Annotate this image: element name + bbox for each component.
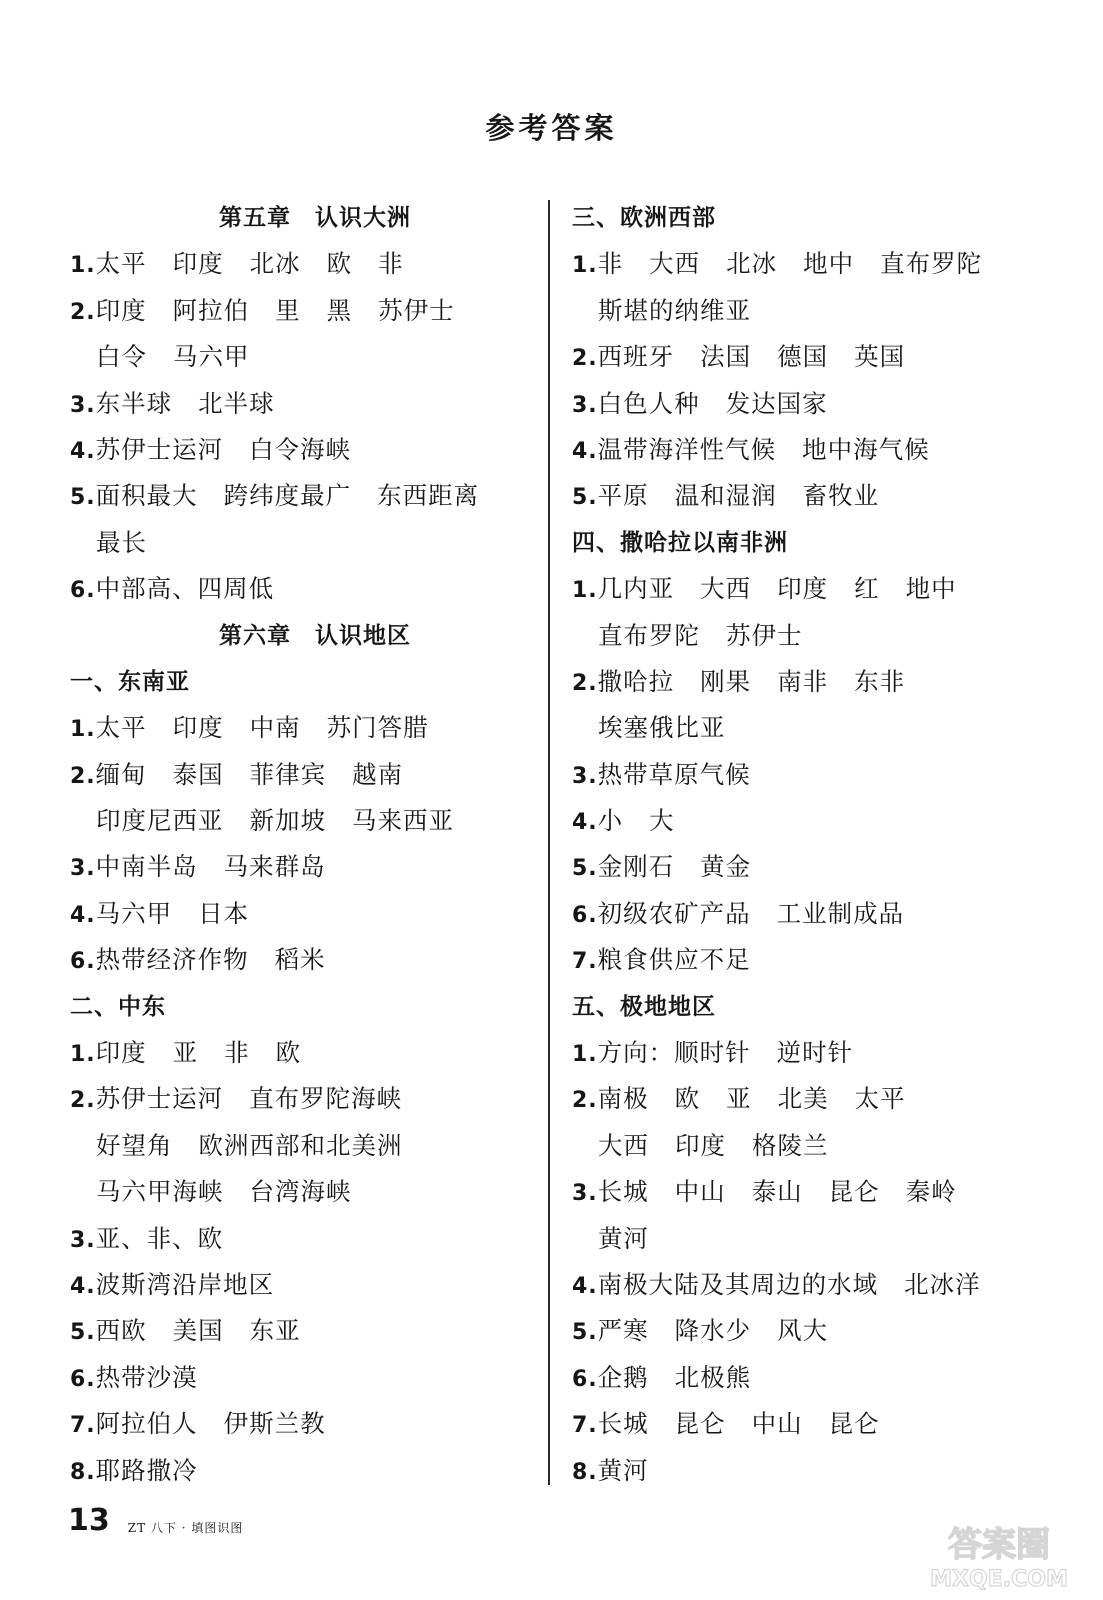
answer-text: 大西 (700, 574, 752, 604)
answer-item (572, 1030, 1042, 1076)
answer-continuation (572, 613, 1042, 659)
question-number: 5. (572, 485, 598, 511)
question-number: 4. (572, 1273, 598, 1299)
answer-item (572, 844, 1042, 890)
answer-continuation (70, 1169, 540, 1215)
answer-item (572, 1076, 1042, 1122)
column-divider (548, 200, 550, 1485)
answer-item (572, 1262, 1042, 1308)
answer-item (572, 473, 1042, 519)
answer-item (572, 798, 1042, 844)
answer-text: 德国 (777, 342, 829, 372)
question-number: 1. (70, 253, 96, 279)
answer-text: 耶路撒冷 (95, 1455, 198, 1485)
question-number: 5. (572, 856, 598, 882)
answer-text: 直布罗陀海峡 (249, 1084, 403, 1114)
answer-text: 台湾海峡 (249, 1177, 352, 1207)
question-number: 8. (70, 1459, 96, 1485)
page-title: 参考答案 (485, 111, 618, 145)
answer-item (70, 1216, 540, 1262)
chapter-heading: 第六章 认识地区 (219, 622, 411, 649)
section-heading: 五、极地地区 (572, 993, 716, 1020)
answer-text: 印度 (675, 1130, 726, 1160)
answer-text: 初级农矿产品 (597, 898, 751, 928)
answer-text: 东非 (854, 666, 906, 696)
answer-item (70, 844, 540, 890)
answer-text: 英国 (854, 342, 906, 372)
answer-text: 大 (649, 806, 675, 836)
answer-item (572, 427, 1042, 473)
answer-text: 温带海洋性气候 (597, 434, 777, 464)
answer-text: 马六甲海峡 (96, 1177, 224, 1207)
answer-item (572, 381, 1042, 427)
answer-text: 南极 (597, 1084, 649, 1114)
question-number: 4. (70, 1273, 96, 1299)
answer-text: 秦岭 (905, 1177, 957, 1207)
page-footer (68, 1500, 243, 1540)
answer-item (572, 752, 1042, 798)
question-number: 2. (572, 346, 598, 372)
answer-text: 埃塞俄比亚 (598, 713, 726, 743)
question-number: 7. (572, 949, 598, 975)
answer-text: 白令海峡 (249, 434, 352, 464)
answer-text: 马六甲 (173, 342, 250, 372)
answer-continuation (572, 288, 1042, 334)
answer-text: 昆仑 (828, 1409, 880, 1439)
watermark-logo-text: 答案圈 (948, 1525, 1050, 1565)
answer-text: 热带经济作物 (95, 945, 249, 975)
section-heading: 二、中东 (70, 993, 166, 1020)
answer-text: 昆仑 (674, 1409, 726, 1439)
answer-text: 阿拉伯人 (95, 1409, 198, 1439)
answer-text: 非 (597, 249, 624, 279)
answer-text: 白色人种 (597, 388, 700, 418)
answer-text: 严寒 (597, 1316, 649, 1346)
question-number: 6. (70, 578, 96, 604)
answer-item (572, 1401, 1042, 1447)
answer-text: 苏门答腊 (326, 713, 429, 743)
answer-text: 美国 (172, 1316, 224, 1346)
answer-item (70, 937, 540, 983)
answer-item (572, 891, 1042, 937)
answer-text: 最长 (96, 527, 147, 557)
question-number: 2. (70, 299, 96, 325)
page-number: 13 (68, 1502, 110, 1538)
answer-item (70, 473, 540, 519)
answer-text: 温和湿润 (674, 481, 777, 511)
answer-text: 北冰 (249, 249, 301, 279)
answer-item (572, 1355, 1042, 1401)
answer-text: 企鹅 (597, 1362, 649, 1392)
answer-text: 东亚 (249, 1316, 301, 1346)
answer-continuation (572, 1216, 1042, 1262)
answer-item (70, 1401, 540, 1447)
answer-text: 黑 (326, 295, 353, 325)
question-number: 1. (70, 717, 96, 743)
answer-text: 黄河 (597, 1455, 649, 1485)
answer-text: 欧 (275, 1038, 302, 1068)
question-number: 1. (572, 578, 598, 604)
answer-item (70, 1448, 540, 1494)
answer-text: 白令 (96, 342, 147, 372)
answer-text: 法国 (700, 342, 752, 372)
answer-continuation (572, 705, 1042, 751)
question-number: 3. (572, 392, 598, 418)
question-number: 1. (70, 1042, 96, 1068)
answer-item (70, 891, 540, 937)
answer-text: 面积最大 (95, 481, 198, 511)
watermark-logo (901, 1516, 1097, 1594)
answer-text: 马来群岛 (223, 852, 326, 882)
answer-item (572, 1169, 1042, 1215)
answer-text: 西班牙 (597, 342, 675, 372)
question-number: 1. (572, 1042, 598, 1068)
answer-continuation (70, 520, 540, 566)
answer-item (70, 1076, 540, 1122)
answer-item (572, 1308, 1042, 1354)
answer-text: 刚果 (700, 666, 752, 696)
question-number: 8. (572, 1459, 598, 1485)
answer-text: 跨纬度最广 (223, 481, 352, 511)
answer-item (572, 566, 1042, 612)
answer-item (572, 241, 1042, 287)
answer-text: 阿拉伯 (172, 295, 250, 325)
answer-text: 中南 (249, 713, 301, 743)
question-number: 3. (572, 1181, 598, 1207)
answer-text: 欧 (326, 249, 353, 279)
answer-continuation (70, 798, 540, 844)
right-column (572, 195, 1042, 1494)
answer-item (70, 1308, 540, 1354)
answer-text: 马六甲 (95, 898, 173, 928)
answer-text: 北半球 (198, 388, 275, 418)
answer-text: 南非 (777, 666, 829, 696)
question-number: 4. (572, 438, 598, 464)
answer-item (572, 1448, 1042, 1494)
answer-text: 好望角 (96, 1130, 173, 1160)
answer-text: 苏伊士 (378, 295, 455, 325)
answer-item (572, 937, 1042, 983)
answer-text: 工业制成品 (776, 898, 905, 928)
section-heading: 一、东南亚 (70, 668, 190, 695)
answer-text: 波斯湾沿岸地区 (95, 1269, 275, 1299)
answer-text: 印度 (95, 295, 147, 325)
answer-text: 昆仑 (828, 1177, 880, 1207)
answer-item (70, 241, 540, 287)
question-number: 2. (70, 763, 96, 789)
answer-text: 平原 (597, 481, 649, 511)
answer-text: 方向：顺时针 (597, 1038, 751, 1068)
question-number: 3. (70, 392, 96, 418)
answer-item (70, 752, 540, 798)
answer-text: 马来西亚 (352, 806, 454, 836)
answer-text: 地中 (905, 574, 957, 604)
answer-text: 撒哈拉 (597, 666, 675, 696)
answer-text: 金刚石 (597, 852, 675, 882)
answer-text: 斯堪的纳维亚 (598, 295, 751, 325)
answer-text: 直布罗陀 (880, 249, 983, 279)
answer-text: 泰山 (751, 1177, 803, 1207)
question-number: 2. (572, 670, 598, 696)
question-number: 3. (70, 856, 96, 882)
answer-item (70, 705, 540, 751)
question-number: 4. (70, 438, 96, 464)
answer-item (70, 381, 540, 427)
question-number: 3. (572, 763, 598, 789)
answer-text: 非 (224, 1038, 250, 1068)
question-number: 3. (70, 1227, 96, 1253)
answer-text: 稻米 (274, 945, 326, 975)
answer-text: 黄金 (700, 852, 752, 882)
answer-item (572, 659, 1042, 705)
answer-item (572, 334, 1042, 380)
section-heading: 三、欧洲西部 (572, 205, 716, 231)
answer-item (70, 1030, 540, 1076)
question-number: 2. (572, 1088, 598, 1114)
answer-text: 降水少 (674, 1316, 752, 1346)
answer-text: 格陵兰 (752, 1130, 829, 1160)
answer-text: 黄河 (598, 1223, 649, 1253)
answer-text: 东半球 (95, 388, 173, 418)
question-number: 6. (572, 1366, 598, 1392)
answer-text: 亚 (172, 1038, 199, 1068)
chapter-heading: 第五章 认识大洲 (219, 205, 411, 231)
answer-text: 新加坡 (249, 806, 326, 836)
answer-text: 北极熊 (674, 1362, 752, 1392)
answer-text: 菲律宾 (249, 759, 327, 789)
answer-text: 红 (854, 574, 880, 604)
question-number: 4. (572, 810, 598, 836)
answer-item (70, 288, 540, 334)
left-column (70, 195, 540, 1494)
answer-text: 大西 (598, 1130, 649, 1160)
question-number: 2. (70, 1088, 96, 1114)
answer-text: 发达国家 (725, 388, 828, 418)
watermark-site-text: MXQE.COM (930, 1567, 1068, 1592)
answer-text: 伊斯兰教 (223, 1409, 326, 1439)
answer-text: 亚 (726, 1084, 752, 1114)
answer-text: 东西距离 (377, 481, 480, 511)
answer-text: 风大 (777, 1316, 829, 1346)
answer-text: 逆时针 (776, 1038, 854, 1068)
answer-text: 地中 (803, 249, 855, 279)
question-number: 4. (70, 902, 96, 928)
answer-text: 缅甸 (95, 759, 147, 789)
question-number: 1. (572, 253, 598, 279)
answer-text: 太平 (95, 249, 147, 279)
answer-item (70, 1355, 540, 1401)
answer-text: 亚、非、欧 (95, 1223, 224, 1253)
question-number: 6. (572, 902, 598, 928)
question-number: 5. (572, 1320, 598, 1346)
answer-text: 长城 (597, 1177, 649, 1207)
answer-text: 太平 (95, 713, 147, 743)
answer-text: 大西 (649, 249, 701, 279)
question-number: 7. (70, 1413, 96, 1439)
question-number: 6. (70, 1366, 96, 1392)
answer-text: 里 (275, 295, 301, 325)
answer-text: 北美 (777, 1084, 829, 1114)
answer-text: 中山 (674, 1177, 726, 1207)
answer-text: 苏伊士 (726, 620, 803, 650)
question-number: 5. (70, 485, 96, 511)
answer-text: 印度 (172, 713, 224, 743)
answer-text: 泰国 (172, 759, 224, 789)
answer-text: 长城 (597, 1409, 649, 1439)
answer-text: 中南半岛 (95, 852, 198, 882)
answer-item (70, 1262, 540, 1308)
answer-continuation (70, 334, 540, 380)
answer-text: 热带草原气候 (597, 759, 751, 789)
answer-text: 小 (597, 806, 624, 836)
answer-item (70, 566, 540, 612)
book-code: ZT 八下 · 填图识图 (127, 1520, 244, 1535)
answer-text: 西欧 (95, 1316, 147, 1346)
answer-text: 南极大陆及其周边的水域 (597, 1269, 879, 1299)
answer-text: 苏伊士运河 (95, 434, 224, 464)
answer-text: 欧 (674, 1084, 701, 1114)
answer-text: 印度 (172, 249, 224, 279)
question-number: 7. (572, 1413, 598, 1439)
answer-text: 非 (378, 249, 404, 279)
answer-text: 几内亚 (597, 574, 675, 604)
section-heading: 四、撒哈拉以南非洲 (572, 529, 788, 556)
answer-text: 北冰洋 (904, 1269, 981, 1299)
answer-text: 太平 (854, 1084, 906, 1114)
answer-text: 北冰 (726, 249, 778, 279)
answer-text: 印度尼西亚 (96, 806, 224, 836)
answer-item (70, 427, 540, 473)
answer-text: 欧洲西部和北美洲 (198, 1130, 403, 1160)
question-number: 6. (70, 949, 96, 975)
answer-text: 印度 (777, 574, 829, 604)
answer-text: 中山 (751, 1409, 803, 1439)
answer-text: 苏伊士运河 (95, 1084, 224, 1114)
answer-continuation (70, 1123, 540, 1169)
answer-text: 直布罗陀 (598, 620, 700, 650)
question-number: 5. (70, 1320, 96, 1346)
answer-text: 越南 (352, 759, 404, 789)
answer-continuation (572, 1123, 1042, 1169)
answer-text: 地中海气候 (802, 434, 930, 464)
answer-text: 热带沙漠 (95, 1362, 198, 1392)
answer-text: 印度 (95, 1038, 147, 1068)
answer-text: 粮食供应不足 (597, 945, 751, 975)
answer-text: 中部高、四周低 (95, 574, 275, 604)
answer-text: 畜牧业 (802, 481, 880, 511)
answer-text: 日本 (198, 898, 250, 928)
